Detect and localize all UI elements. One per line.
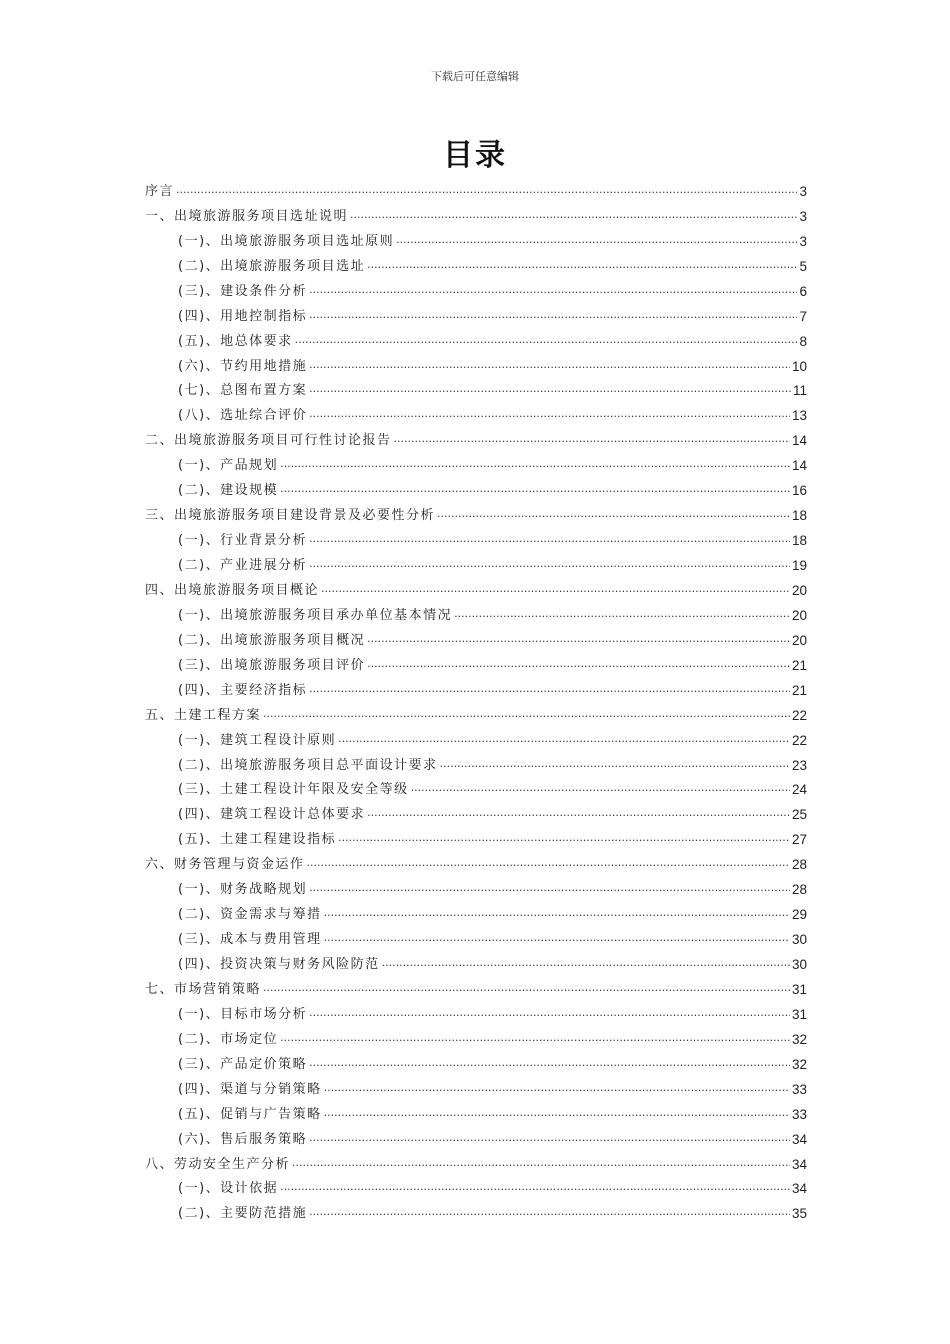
toc-dot-leader <box>440 756 790 772</box>
toc-entry-page-number: 28 <box>791 882 807 898</box>
toc-dot-leader <box>309 1055 790 1071</box>
toc-entry[interactable] <box>145 749 807 774</box>
toc-dot-leader <box>292 1155 790 1171</box>
toc-entry-page-number: 34 <box>791 1131 807 1147</box>
toc-entry-label: 一、出境旅游服务项目选址说明 <box>145 208 349 224</box>
toc-dot-leader <box>307 855 790 871</box>
toc-entry-page-number: 14 <box>791 458 807 474</box>
toc-dot-leader <box>309 681 790 697</box>
toc-dot-leader <box>309 282 797 298</box>
toc-entry-label: (六)、售后服务策略 <box>178 1131 308 1147</box>
toc-entry[interactable] <box>145 898 807 923</box>
toc-entry-page-number: 11 <box>792 383 807 399</box>
toc-entry-page-number: 25 <box>791 807 807 823</box>
toc-entry-page-number: 27 <box>791 832 807 848</box>
toc-entry[interactable] <box>145 1073 807 1098</box>
toc-dot-leader <box>309 307 797 323</box>
toc-dot-leader <box>396 232 797 248</box>
toc-entry-label: (三)、成本与费用管理 <box>178 932 322 948</box>
toc-entry-label: (四)、投资决策与财务风险防范 <box>178 957 380 972</box>
toc-dot-leader <box>454 606 790 622</box>
toc-entry[interactable] <box>145 674 807 699</box>
toc-dot-leader <box>263 706 790 722</box>
toc-dot-leader <box>411 780 790 796</box>
toc-entry-label: (二)、市场定位 <box>178 1031 279 1047</box>
toc-entry[interactable] <box>145 499 807 524</box>
toc-dot-leader <box>394 431 790 447</box>
toc-entry[interactable] <box>145 524 807 549</box>
toc-entry-label: (七)、总图布置方案 <box>178 383 308 399</box>
toc-dot-leader <box>280 481 790 497</box>
toc-entry-label: (八)、选址综合评价 <box>178 408 308 424</box>
toc-dot-leader <box>176 182 797 198</box>
toc-entry-page-number: 10 <box>791 358 807 374</box>
toc-dot-leader <box>321 581 790 597</box>
toc-entry[interactable] <box>145 948 807 973</box>
toc-entry-page-number: 35 <box>791 1206 807 1222</box>
toc-entry-label: 四、出境旅游服务项目概论 <box>145 582 320 598</box>
toc-entry[interactable] <box>145 599 807 624</box>
toc-entry[interactable] <box>145 998 807 1023</box>
toc-entry[interactable] <box>145 275 807 300</box>
toc-entry-page-number: 34 <box>791 1156 807 1172</box>
toc-entry-label: (一)、出境旅游服务项目选址原则 <box>178 233 395 249</box>
toc-entry-page-number: 3 <box>799 233 807 249</box>
toc-entry-label: (二)、出境旅游服务项目总平面设计要求 <box>178 757 438 773</box>
toc-entry[interactable] <box>145 1197 807 1222</box>
toc-entry-label: (一)、行业背景分析 <box>178 533 308 549</box>
toc-entry-label: (五)、土建工程建设指标 <box>178 832 337 848</box>
toc-entry-page-number: 31 <box>791 1006 807 1022</box>
toc-entry-label: (二)、出境旅游服务项目选址 <box>178 258 366 274</box>
toc-entry[interactable] <box>145 1173 807 1198</box>
toc-entry-label: (二)、建设规模 <box>178 483 279 499</box>
toc-entry[interactable] <box>145 200 807 225</box>
toc-dot-leader <box>309 531 790 547</box>
toc-entry[interactable] <box>145 549 807 574</box>
toc-entry-label: (一)、建筑工程设计原则 <box>178 732 337 748</box>
toc-entry-page-number: 18 <box>791 508 807 524</box>
toc-entry-page-number: 33 <box>791 1081 807 1097</box>
toc-dot-leader <box>280 1030 790 1046</box>
toc-entry-label: 八、劳动安全生产分析 <box>145 1156 291 1172</box>
toc-entry-label: 五、土建工程方案 <box>145 707 262 723</box>
toc-dot-leader <box>309 1130 790 1146</box>
toc-dot-leader <box>324 1080 790 1096</box>
toc-dot-leader <box>309 357 790 373</box>
toc-entry-page-number: 34 <box>791 1181 807 1197</box>
toc-entry[interactable] <box>145 375 807 400</box>
toc-entry-page-number: 7 <box>799 308 807 324</box>
toc-dot-leader <box>367 805 790 821</box>
toc-entry-page-number: 21 <box>791 657 807 673</box>
toc-entry[interactable] <box>145 574 807 599</box>
toc-entry-page-number: 22 <box>791 732 807 748</box>
toc-entry-label: 七、市场营销策略 <box>145 981 262 997</box>
toc-entry-label: (四)、渠道与分销策略 <box>178 1081 322 1097</box>
toc-entry-page-number: 30 <box>791 932 807 948</box>
toc-entry-label: (二)、主要防范措施 <box>178 1206 308 1222</box>
toc-entry[interactable] <box>145 175 807 200</box>
toc-entry-label: 三、出境旅游服务项目建设背景及必要性分析 <box>145 508 436 524</box>
toc-dot-leader <box>309 556 790 572</box>
toc-entry[interactable] <box>145 724 807 749</box>
toc-dot-leader <box>338 830 790 846</box>
toc-entry-label: (三)、土建工程设计年限及安全等级 <box>178 782 409 798</box>
toc-entry-page-number: 6 <box>799 283 807 299</box>
toc-entry-page-number: 3 <box>799 183 807 199</box>
toc-entry-page-number: 3 <box>799 208 807 224</box>
toc-entry[interactable] <box>145 325 807 350</box>
toc-dot-leader <box>280 456 790 472</box>
toc-dot-leader <box>382 955 790 971</box>
toc-entry[interactable] <box>145 699 807 724</box>
toc-dot-leader <box>367 631 790 647</box>
toc-entry[interactable] <box>145 399 807 424</box>
toc-dot-leader <box>309 1005 790 1021</box>
toc-entry[interactable] <box>145 823 807 848</box>
toc-entry-page-number: 22 <box>791 707 807 723</box>
toc-dot-leader <box>367 257 797 273</box>
toc-entry-page-number: 18 <box>791 533 807 549</box>
toc-entry-page-number: 19 <box>791 558 807 573</box>
toc-entry[interactable] <box>145 1048 807 1073</box>
toc-dot-leader <box>263 980 790 996</box>
toc-entry-label: (二)、出境旅游服务项目概况 <box>178 632 366 648</box>
toc-entry-label: (一)、产品规划 <box>178 458 279 474</box>
toc-entry-page-number: 23 <box>791 757 807 773</box>
toc-entry[interactable] <box>145 300 807 325</box>
toc-entry-page-number: 33 <box>791 1106 807 1122</box>
toc-dot-leader <box>309 1204 790 1220</box>
toc-dot-leader <box>280 1179 790 1195</box>
toc-entry-page-number: 29 <box>791 907 807 923</box>
toc-entry[interactable] <box>145 449 807 474</box>
toc-entry[interactable] <box>145 1023 807 1048</box>
toc-entry[interactable] <box>145 923 807 948</box>
toc-dot-leader <box>295 332 798 348</box>
toc-dot-leader <box>309 406 790 422</box>
toc-dot-leader <box>338 731 790 747</box>
toc-entry-label: (五)、地总体要求 <box>178 333 293 349</box>
toc-dot-leader <box>324 930 790 946</box>
toc-entry-label: 六、财务管理与资金运作 <box>145 857 305 873</box>
toc-entry-label: 二、出境旅游服务项目可行性讨论报告 <box>145 433 392 449</box>
toc-entry[interactable] <box>145 424 807 449</box>
toc-entry[interactable] <box>145 1098 807 1123</box>
toc-dot-leader <box>367 656 790 672</box>
toc-entry-label: (四)、主要经济指标 <box>178 682 308 698</box>
toc-entry-label: (三)、产品定价策略 <box>178 1056 308 1072</box>
toc-entry[interactable] <box>145 350 807 375</box>
toc-entry-page-number: 30 <box>791 957 807 972</box>
toc-entry[interactable] <box>145 624 807 649</box>
toc-dot-leader <box>437 506 790 522</box>
toc-entry-page-number: 31 <box>791 981 807 997</box>
toc-entry-label: (一)、财务战略规划 <box>178 882 308 898</box>
toc-entry-label: (二)、资金需求与筹措 <box>178 907 322 923</box>
toc-dot-leader <box>324 905 790 921</box>
toc-entry-label: (一)、出境旅游服务项目承办单位基本情况 <box>178 607 453 623</box>
toc-entry-label: 序言 <box>145 183 175 199</box>
toc-entry[interactable] <box>145 1123 807 1148</box>
toc-entry-page-number: 13 <box>791 408 807 424</box>
page-title: 目录 <box>443 138 507 173</box>
toc-entry[interactable] <box>145 774 807 799</box>
toc-entry-page-number: 16 <box>791 483 807 499</box>
toc-entry-page-number: 32 <box>791 1056 807 1072</box>
toc-entry[interactable] <box>145 225 807 250</box>
toc-entry-page-number: 24 <box>791 782 807 798</box>
toc-entry-label: (三)、建设条件分析 <box>178 283 308 299</box>
toc-entry[interactable] <box>145 848 807 873</box>
page-header: 下载后可任意编辑 <box>431 70 519 83</box>
toc-entry[interactable] <box>145 973 807 998</box>
toc-entry-page-number: 8 <box>799 333 807 349</box>
toc-entry-label: (二)、产业进展分析 <box>178 558 308 573</box>
toc-entry-label: (四)、建筑工程设计总体要求 <box>178 807 366 823</box>
toc-entry-label: (四)、用地控制指标 <box>178 308 308 324</box>
toc-dot-leader <box>350 207 797 223</box>
toc-entry[interactable] <box>145 1148 807 1173</box>
toc-entry-label: (一)、设计依据 <box>178 1181 279 1197</box>
toc-entry-page-number: 14 <box>791 433 807 449</box>
toc-entry[interactable] <box>145 873 807 898</box>
toc-entry-label: (三)、出境旅游服务项目评价 <box>178 657 366 673</box>
toc-entry-page-number: 5 <box>799 258 807 274</box>
toc-entry-page-number: 21 <box>791 682 807 698</box>
toc-dot-leader <box>309 880 790 896</box>
toc-entry-page-number: 20 <box>791 632 807 648</box>
toc-entry[interactable] <box>145 250 807 275</box>
toc-entry-page-number: 28 <box>791 857 807 873</box>
toc-dot-leader <box>324 1105 790 1121</box>
toc-dot-leader <box>309 381 791 397</box>
toc-entry-page-number: 20 <box>791 607 807 623</box>
toc-entry-label: (六)、节约用地措施 <box>178 358 308 374</box>
toc-entry[interactable] <box>145 649 807 674</box>
toc-entry[interactable] <box>145 474 807 499</box>
table-of-contents <box>145 175 807 1222</box>
toc-entry-page-number: 32 <box>791 1031 807 1047</box>
toc-entry-page-number: 20 <box>791 582 807 598</box>
toc-entry-label: (一)、目标市场分析 <box>178 1006 308 1022</box>
toc-entry[interactable] <box>145 798 807 823</box>
toc-entry-label: (五)、促销与广告策略 <box>178 1106 322 1122</box>
